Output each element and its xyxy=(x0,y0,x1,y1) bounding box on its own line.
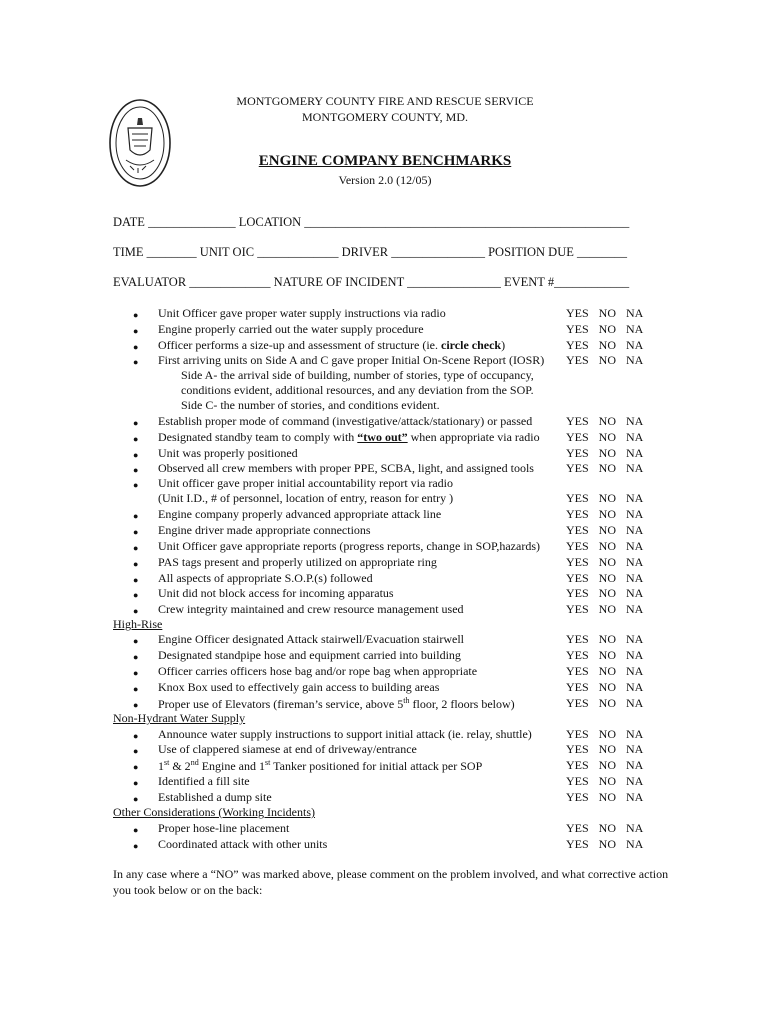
section-heading-highrise: High-Rise xyxy=(113,617,163,631)
bullet: ● xyxy=(133,590,139,600)
bullet: ● xyxy=(133,794,139,804)
yes-no-na[interactable]: YES NO NA xyxy=(566,414,644,428)
bullet: ● xyxy=(133,326,139,336)
bullet: ● xyxy=(133,731,139,741)
list-item: Establish proper mode of command (investigative/attack/stationary) or passed xyxy=(158,414,533,428)
yes-no-na[interactable]: YES NO NA xyxy=(566,742,644,756)
bullet: ● xyxy=(133,636,139,646)
yes-no-na[interactable]: YES NO NA xyxy=(566,338,644,352)
evaluator-incident-field[interactable]: EVALUATOR _____________ NATURE OF INCIDENT _______________ EVENT #____________ xyxy=(113,275,630,289)
yes-no-na[interactable]: YES NO NA xyxy=(566,446,644,460)
bullet: ● xyxy=(133,543,139,553)
list-item: All aspects of appropriate S.O.P.(s) followed xyxy=(158,571,373,585)
sub-item: (Unit I.D., # of personnel, location of entry, reason for entry ) xyxy=(158,491,454,505)
date-location-field[interactable]: DATE ______________ LOCATION ____________________________________________________ xyxy=(113,215,630,229)
section-heading-other: Other Considerations (Working Incidents) xyxy=(113,805,315,819)
bullet: ● xyxy=(133,527,139,537)
bullet: ● xyxy=(133,825,139,835)
bullet: ● xyxy=(133,700,139,710)
bullet: ● xyxy=(133,778,139,788)
bullet: ● xyxy=(133,511,139,521)
page-title: ENGINE COMPANY BENCHMARKS xyxy=(258,153,512,169)
list-item: Engine driver made appropriate connections xyxy=(158,523,371,537)
list-item: Designated standpipe hose and equipment carried into building xyxy=(158,648,461,662)
list-item: Identified a fill site xyxy=(158,774,250,788)
bullet: ● xyxy=(133,652,139,662)
bullet: ● xyxy=(133,559,139,569)
sub-item: Side A- the arrival side of building, number of stories, type of occupancy, xyxy=(181,368,534,382)
list-item: Engine properly carried out the water supply procedure xyxy=(158,322,424,336)
bullet: ● xyxy=(133,450,139,460)
list-item: Engine Officer designated Attack stairwell/Evacuation stairwell xyxy=(158,632,465,646)
county-name: MONTGOMERY COUNTY, MD. xyxy=(301,110,468,124)
list-item: Unit Officer gave appropriate reports (progress reports, change in SOP,hazards) xyxy=(158,539,540,553)
section-heading-nonhydrant: Non-Hydrant Water Supply xyxy=(113,711,246,725)
list-item: Announce water supply instructions to support initial attack (ie. relay, shuttle) xyxy=(158,727,532,741)
bullet: ● xyxy=(133,746,139,756)
bullet: ● xyxy=(133,418,139,428)
sub-item: Side C- the number of stories, and conditions evident. xyxy=(181,398,440,412)
list-item: Coordinated attack with other units xyxy=(158,837,328,851)
list-item: Observed all crew members with proper PPE, SCBA, light, and assigned tools xyxy=(158,461,534,475)
list-item: Officer performs a size-up and assessment of structure (ie. circle check) xyxy=(158,338,506,352)
yes-no-na[interactable]: YES NO NA xyxy=(566,648,644,662)
list-item: Use of clappered siamese at end of driveway/entrance xyxy=(158,742,417,756)
list-item: Knox Box used to effectively gain access to building areas xyxy=(158,680,440,694)
yes-no-na[interactable]: YES NO NA xyxy=(566,461,644,475)
list-item: Unit officer gave proper initial accountability report via radio xyxy=(158,476,454,490)
yes-no-na[interactable]: YES NO NA xyxy=(566,555,644,569)
list-item: Crew integrity maintained and crew resource management used xyxy=(158,602,464,616)
list-item: PAS tags present and properly utilized on appropriate ring xyxy=(158,555,437,569)
list-item: Established a dump site xyxy=(158,790,272,804)
bullet: ● xyxy=(133,434,139,444)
yes-no-na[interactable]: YES NO NA xyxy=(566,837,644,851)
list-item: Engine company properly advanced appropriate attack line xyxy=(158,507,442,521)
yes-no-na[interactable]: YES NO NA xyxy=(566,774,644,788)
yes-no-na[interactable]: YES NO NA xyxy=(566,632,644,646)
list-item: Officer carries officers hose bag and/or rope bag when appropriate xyxy=(158,664,478,678)
yes-no-na[interactable]: YES NO NA xyxy=(566,430,644,444)
list-item: Proper hose-line placement xyxy=(158,821,290,835)
bullet: ● xyxy=(133,841,139,851)
version: Version 2.0 (12/05) xyxy=(338,173,432,187)
list-item: Unit did not block access for incoming apparatus xyxy=(158,586,394,600)
yes-no-na[interactable]: YES NO NA xyxy=(566,306,644,320)
bullet: ● xyxy=(133,575,139,585)
yes-no-na[interactable]: YES NO NA xyxy=(566,571,644,585)
yes-no-na[interactable]: YES NO NA xyxy=(566,523,644,537)
bullet: ● xyxy=(133,480,139,490)
yes-no-na[interactable]: YES NO NA xyxy=(566,491,644,505)
yes-no-na[interactable]: YES NO NA xyxy=(566,680,644,694)
list-item: Proper use of Elevators (fireman’s service, above 5th floor, 2 floors below) xyxy=(158,696,515,711)
bullet: ● xyxy=(133,357,139,367)
yes-no-na[interactable]: YES NO NA xyxy=(566,790,644,804)
list-item: Unit Officer gave proper water supply instructions via radio xyxy=(158,306,446,320)
time-oic-driver-field[interactable]: TIME ________ UNIT OIC _____________ DRIVER _______________ POSITION DUE ________ xyxy=(113,245,627,259)
list-item: Designated standby team to comply with “two out” when appropriate via radio xyxy=(158,430,540,444)
bullet: ● xyxy=(133,668,139,678)
list-item: First arriving units on Side A and C gave proper Initial On-Scene Report (IOSR) xyxy=(158,353,545,367)
footer-note: In any case where a “NO” was marked above, please comment on the problem involved, and what corrective action you took below or on the back: xyxy=(113,867,669,897)
yes-no-na[interactable]: YES NO NA xyxy=(566,727,644,741)
yes-no-na[interactable]: YES NO NA xyxy=(566,696,644,710)
bullet: ● xyxy=(133,342,139,352)
list-item: 1st & 2nd Engine and 1st Tanker positioned for initial attack per SOP xyxy=(158,758,483,773)
yes-no-na[interactable]: YES NO NA xyxy=(566,664,644,678)
bullet: ● xyxy=(133,684,139,694)
yes-no-na[interactable]: YES NO NA xyxy=(566,322,644,336)
bullet: ● xyxy=(133,762,139,772)
yes-no-na[interactable]: YES NO NA xyxy=(566,586,644,600)
yes-no-na[interactable]: YES NO NA xyxy=(566,821,644,835)
yes-no-na[interactable]: YES NO NA xyxy=(566,353,644,367)
yes-no-na[interactable]: YES NO NA xyxy=(566,758,644,772)
org-name: MONTGOMERY COUNTY FIRE AND RESCUE SERVICE xyxy=(236,94,534,108)
yes-no-na[interactable]: YES NO NA xyxy=(566,602,644,616)
bullet: ● xyxy=(133,465,139,475)
yes-no-na[interactable]: YES NO NA xyxy=(566,539,644,553)
list-item: Unit was properly positioned xyxy=(158,446,298,460)
yes-no-na[interactable]: YES NO NA xyxy=(566,507,644,521)
bullet: ● xyxy=(133,606,139,616)
sub-item: conditions evident, additional resources, and any deviation from the SOP. xyxy=(181,383,534,397)
bullet: ● xyxy=(133,310,139,320)
